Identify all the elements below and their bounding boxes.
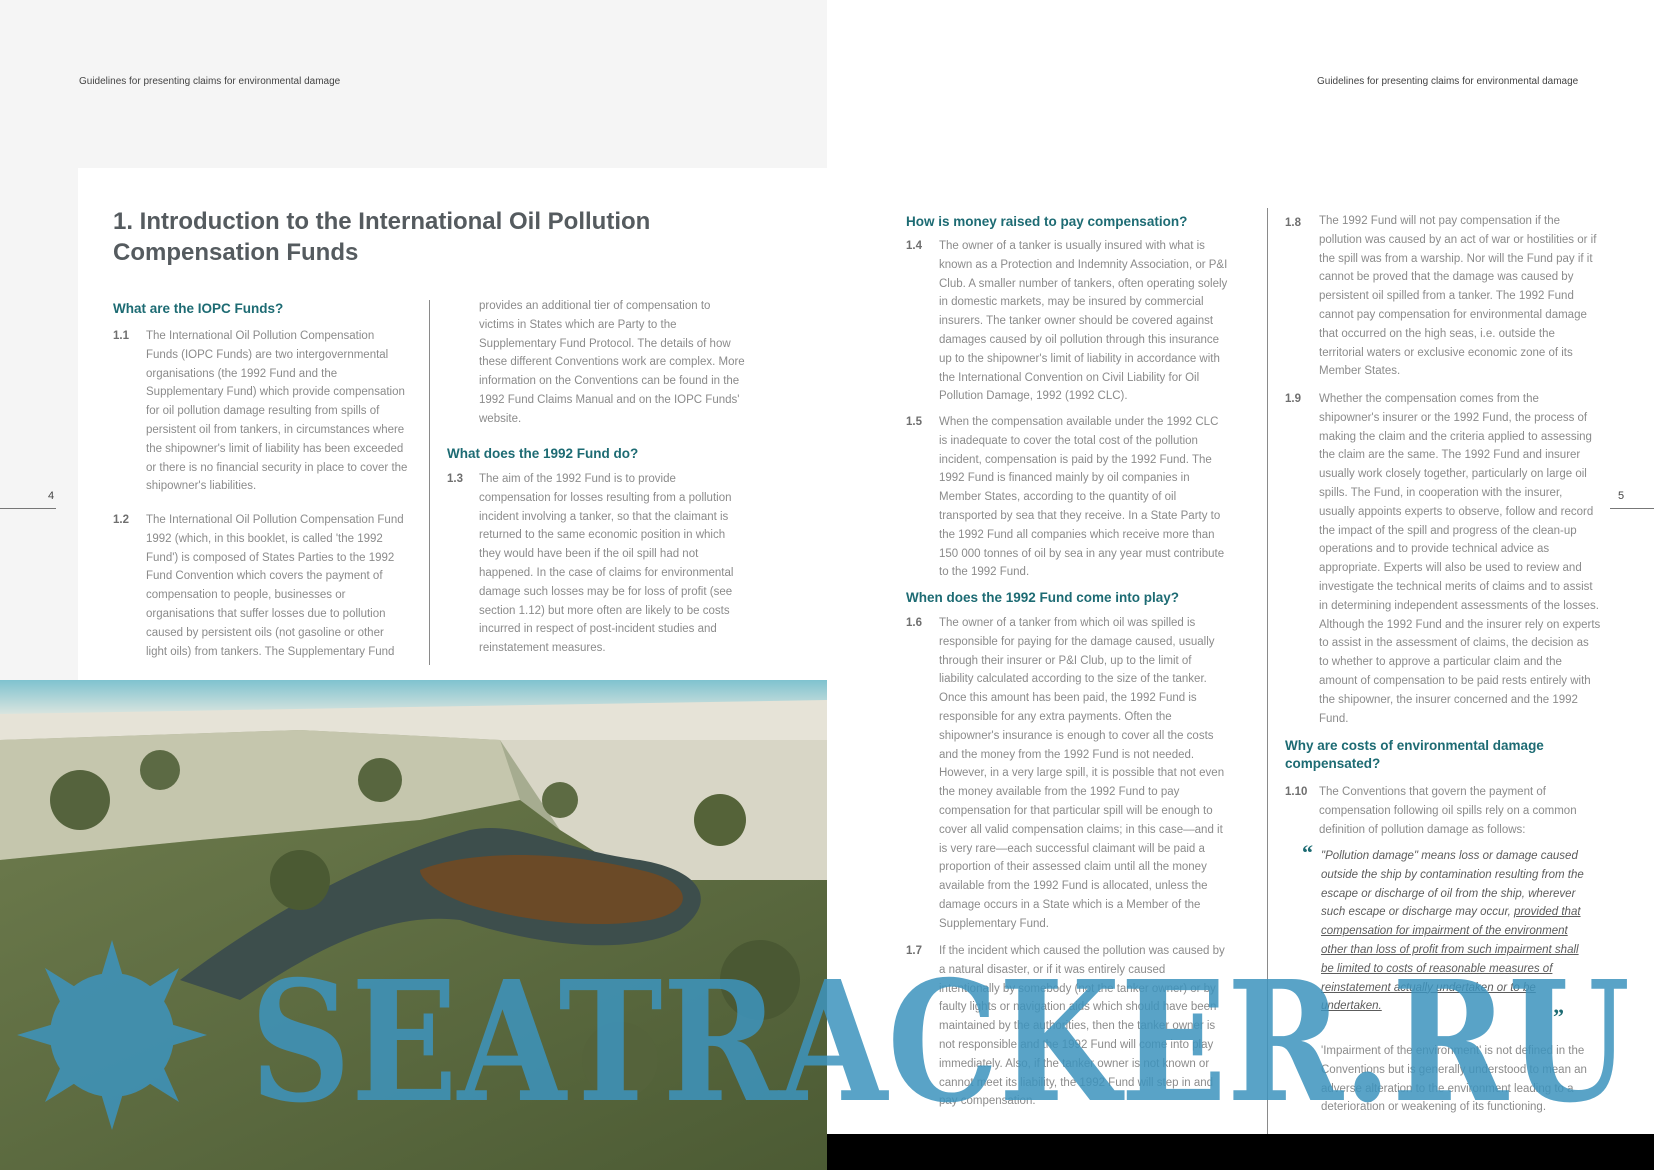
paragraph-number: 1.6 — [906, 617, 922, 629]
section-heading-money-raised: How is money raised to pay compensation? — [906, 214, 1188, 229]
paragraph-1-10: The Conventions that govern the payment of compensation following oil spills rely on a common definition of pollution damage as follows: — [1319, 786, 1577, 836]
section-heading-fund-role: What does the 1992 Fund do? — [447, 446, 639, 461]
page-number-rule-left — [0, 508, 56, 509]
paragraph-1-8: The 1992 Fund will not pay compensation if the pollution was caused by an act of war or hostilities or if the spill was from a warship. Nor will the Fund pay if it cannot be proved that the damage was caused by persistent oil spilled from a tanker. The 1992 Fund cannot pay compensation for environmental damage that occurred on the high seas, i.e. outside the territorial waters or exclusive economic zone of its Member States. — [1319, 215, 1597, 378]
quote-text: "Pollution damage" means loss or damage caused outside the ship by contamination resulting from the escape or discharge of oil from the ship, wherever such escape or discharge may occur, — [1321, 850, 1584, 919]
page-number-rule-right — [1610, 508, 1654, 509]
paragraph-1-2-continued: provides an additional tier of compensation to victims in States which are Party to the Supplementary Fund Protocol. The details of how these different Conventions work are complex. More information on the Conventions can be found in the 1992 Fund Claims Manual and on the IOPC Funds' website. — [479, 300, 745, 425]
right-page — [827, 0, 1654, 1170]
paragraph-number: 1.3 — [447, 473, 463, 485]
paragraph-number: 1.2 — [113, 514, 129, 526]
aerial-coastline-photo — [0, 680, 827, 1170]
chapter-title-line-1: 1. Introduction to the International Oil Pollution — [113, 208, 651, 235]
running-head-right: Guidelines for presenting claims for environmental damage — [1317, 76, 1579, 87]
open-quote-mark: “ — [1302, 840, 1313, 865]
page-number-right: 5 — [1618, 490, 1625, 502]
paragraph-1-9: Whether the compensation comes from the shipowner's insurer or the 1992 Fund, the process of making the claim and the criteria applied to assessing the claim are the same. The 1992 Fund and insurer usually work closely together, particularly on large oil spills. The Fund, in cooperation with the insurer, usually appoints experts to observe, follow and record the impact of the spill and progress of the clean-up operations and to provide technical advice as appropriate. Experts will also be used to review and investigate the technical merits of claims and to assist in determining independent assessments of the losses. Although the 1992 Fund and the insurer rely on experts to assist in the assessment of claims, the decision as to whether to approve a particular claim and the amount of compensation to be paid rests entirely with the shipowner, the insurer concerned and the 1992 Fund. — [1319, 393, 1601, 725]
column-rule — [429, 300, 430, 665]
chapter-title-line-2: Compensation Funds — [113, 239, 359, 266]
chapter-title — [113, 206, 733, 268]
paragraph-1-2: The International Oil Pollution Compensation Fund 1992 (which, in this booklet, is called 'the 1992 Fund') is composed of States Parties to the 1992 Fund Convention which covers the payment of compensation to people, businesses or organisations that suffer losses due to pollution caused by persistent oils (not gasoline or other light oils) from tankers. The Supplementary Fund — [146, 514, 404, 658]
aerial-photo-image — [0, 680, 827, 1170]
close-quote-mark: ” — [1553, 1004, 1564, 1029]
section-heading-fund-into-play: When does the 1992 Fund come into play? — [906, 590, 1180, 605]
paragraph-1-7: If the incident which caused the pollution was caused by a natural disaster, or if it was entirely caused intentionally by somebody (not the tanker owner) or by faulty lights or navigation aids which should have been maintained by the authorities, then the tanker owner is not responsible and the 1992 Fund will come into play immediately. Also, if the tanker owner is not known or cannot meet its liability, the 1992 Fund will step in and pay compensation. — [939, 945, 1225, 1108]
running-head-left: Guidelines for presenting claims for environmental damage — [79, 76, 341, 87]
paragraph-1-1: The International Oil Pollution Compensation Funds (IOPC Funds) are two intergovernmental organisations (the 1992 Fund and the Supplementary Fund) which provide compensation for oil pollution damage resulting from spills of persistent oil from tankers, in circumstances where the shipowner's limit of liability has been exceeded or there is no financial security in place to cover the shipowner's liabilities. — [146, 330, 408, 493]
paragraph-number: 1.1 — [113, 330, 129, 342]
pollution-damage-definition-quote — [1321, 847, 1586, 1016]
paragraph-1-4: The owner of a tanker is usually insured with what is known as a Protection and Indemnity Association, or P&I Club. A smaller number of tankers, often operating solely in domestic markets, may be insured by commercial insurers. The tanker owner should be covered against damages caused by oil pollution through this insurance up to the shipowner's limit of liability in accordance with the International Convention on Civil Liability for Oil Pollution Damage, 1992 (1992 CLC). — [939, 240, 1228, 403]
bottom-black-bar — [827, 1134, 1654, 1170]
page-number-left: 4 — [48, 490, 55, 502]
column-rule — [1267, 208, 1268, 1134]
section-heading-line-2: compensated? — [1285, 756, 1381, 771]
quote-underlined-text: provided that compensation for impairment of the environment other than loss of profit from such impairment shall be limited to costs of reasonable measures of reinstatement actually undertaken or to be undertaken. — [1321, 906, 1581, 1013]
paragraph-number: 1.5 — [906, 416, 922, 428]
paragraph-number: 1.10 — [1285, 786, 1308, 798]
paragraph-1-3: The aim of the 1992 Fund is to provide compensation for losses resulting from a pollution incident involving a tanker, so that the claimant is returned to the same economic position in which they would have been if the oil spill had not happened. In the case of claims for environmental damage such losses may be for loss of profit (see section 1.12) but more often are likely to be costs incurred in respect of post-incident studies and reinstatement measures. — [479, 473, 734, 655]
watermark-text: SEATRACKER.RU — [250, 945, 1630, 1130]
paragraph-number: 1.9 — [1285, 393, 1301, 405]
paragraph-1-10-continued: 'Impairment of the environment' is not defined in the Conventions but is generally understood to mean an adverse alteration to the environment leading to a deterioration or weakening of its functioning. — [1321, 1045, 1587, 1114]
section-heading-why-compensated — [1285, 737, 1585, 773]
paragraph-number: 1.7 — [906, 945, 922, 957]
section-heading-iopc-funds: What are the IOPC Funds? — [113, 301, 284, 316]
paragraph-number: 1.8 — [1285, 217, 1301, 229]
paragraph-1-5: When the compensation available under the 1992 CLC is inadequate to cover the total cost of the pollution incident, compensation is paid by the 1992 Fund. The 1992 Fund is financed mainly by oil companies in Member States, according to the quantity of oil transported by sea that they receive. In a State Party to the 1992 Fund all companies which receive more than 150 000 tonnes of oil by sea in any year must contribute to the 1992 Fund. — [939, 416, 1225, 579]
section-heading-line-1: Why are costs of environmental damage — [1285, 738, 1544, 753]
paragraph-1-6: The owner of a tanker from which oil was spilled is responsible for paying for the damage caused, usually through their insurer or P&I Club, up to the limit of liability calculated according to the size of the tanker. Once this amount has been paid, the 1992 Fund is responsible for any extra payments. Often the shipowner's insurance is enough to cover all the costs and the money from the 1992 Fund is not needed. However, in a very large spill, it is possible that not even the money available from the 1992 Fund to pay compensation for that particular spill will be enough to cover all valid compensation claims; in this case—and it is very rare—each successful claimant will be paid a proportion of their assessed claim until all the money available from the 1992 Fund is allocated, unless the damage occurs in a State which is a Member of the Supplementary Fund. — [939, 617, 1225, 930]
paragraph-number: 1.4 — [906, 240, 922, 252]
intro-card — [78, 168, 827, 680]
